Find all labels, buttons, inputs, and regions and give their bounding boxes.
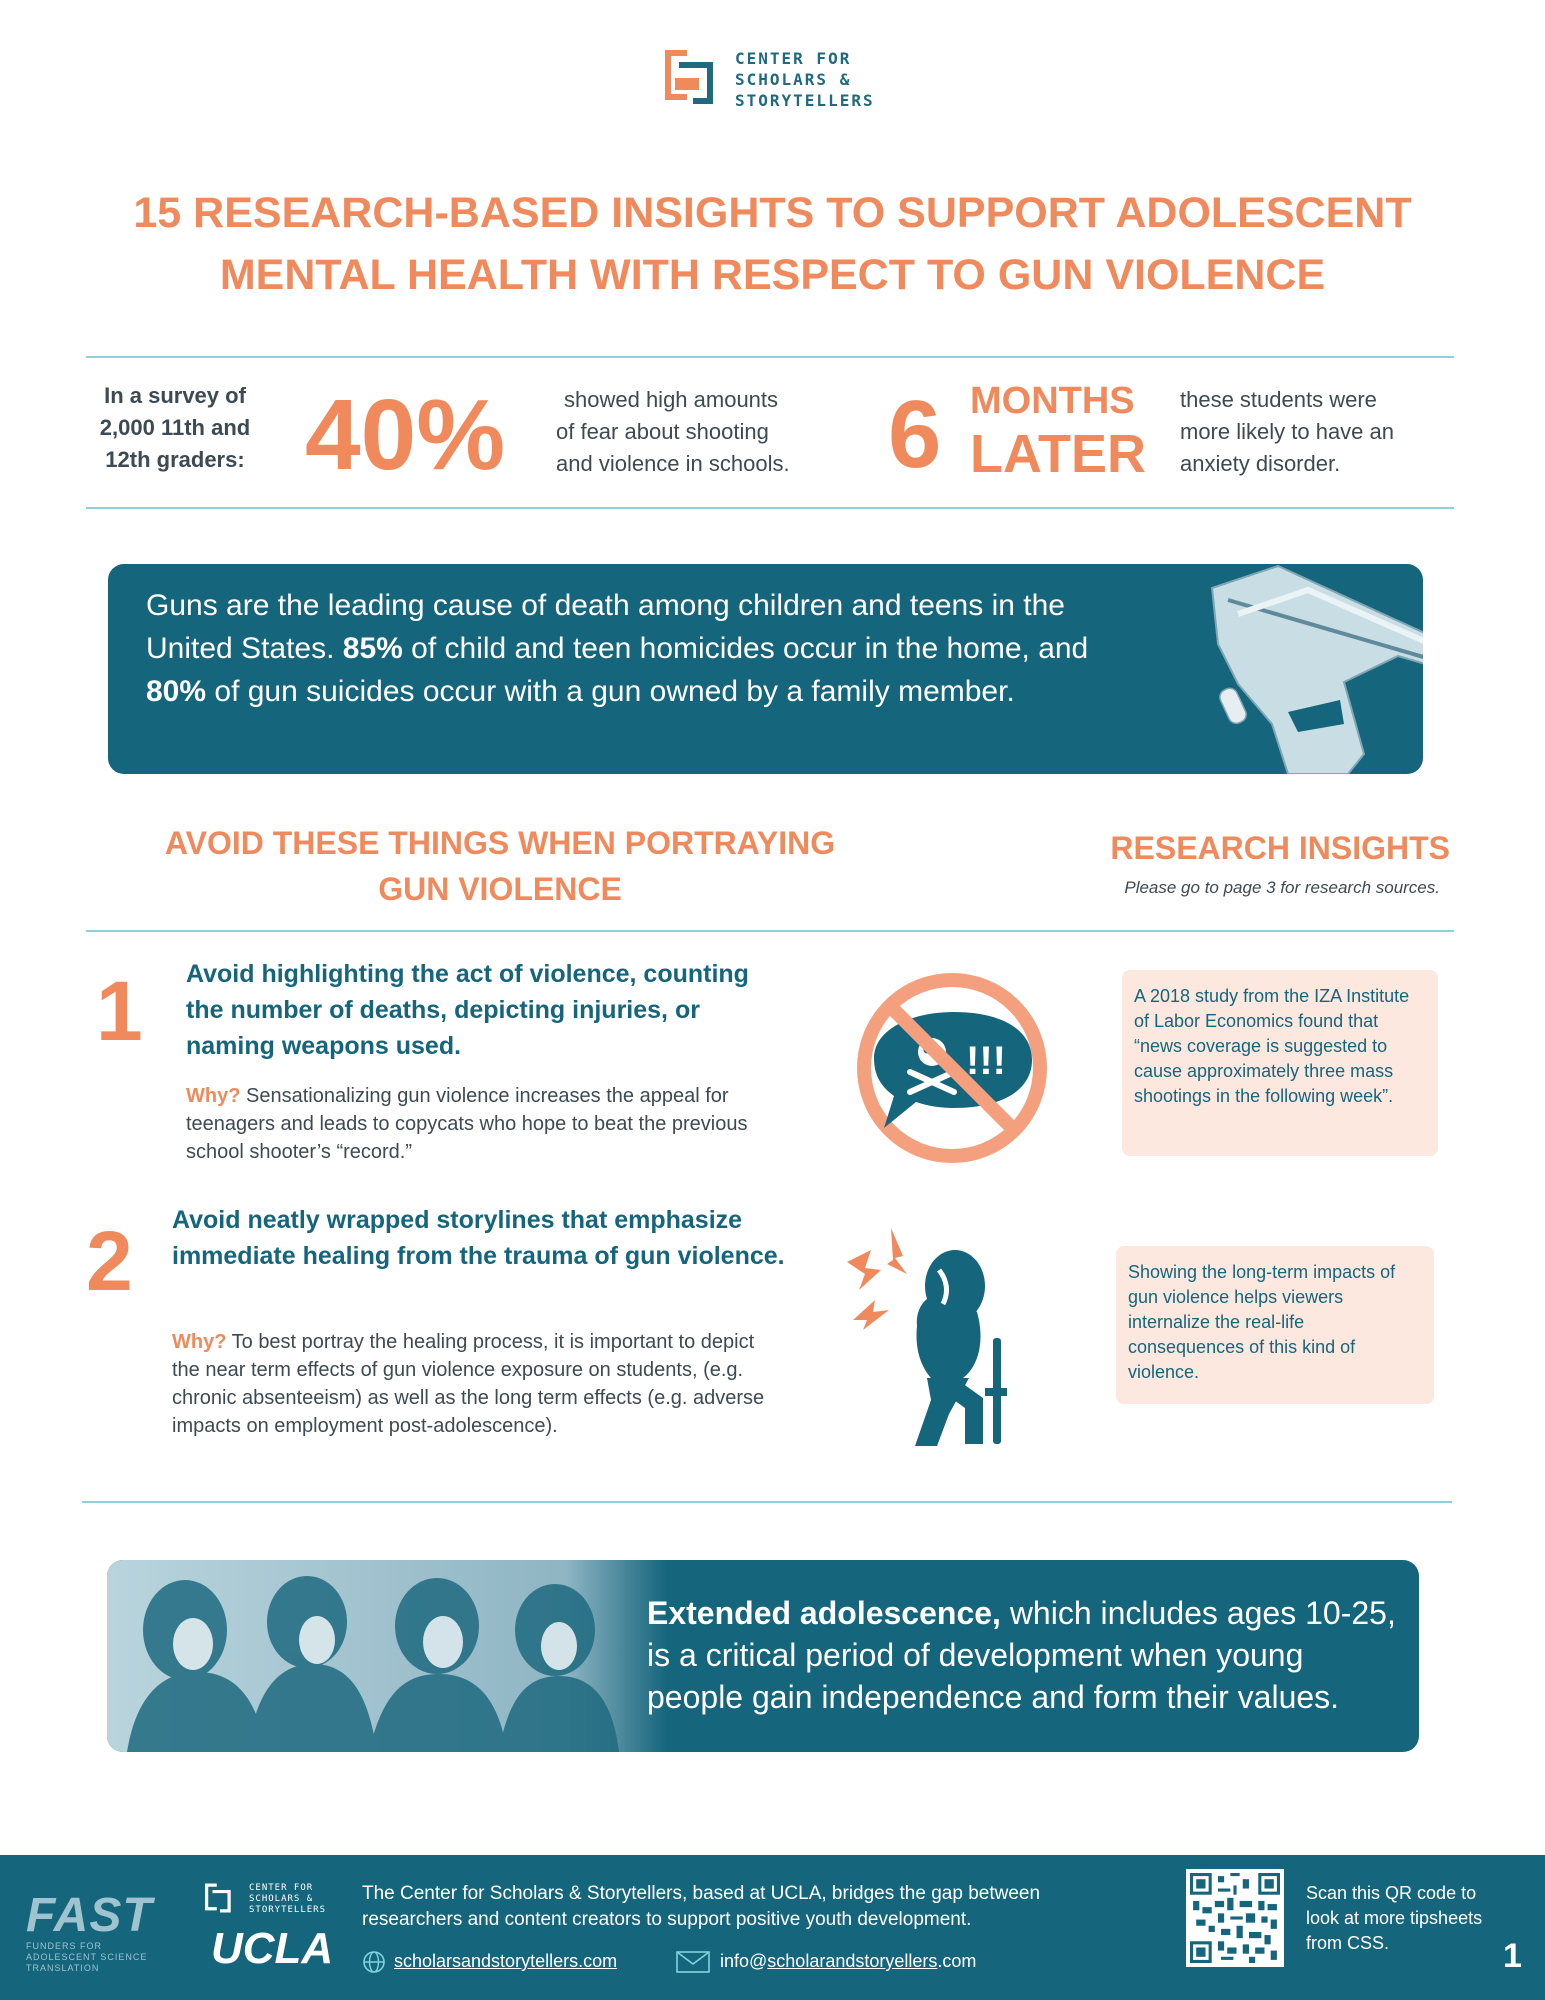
- divider: [82, 1501, 1452, 1503]
- survey-intro: In a survey of 2,000 11th and 12th graders:: [99, 383, 251, 472]
- item-title: Avoid highlighting the act of violence, counting the number of deaths, depicting injuries, or naming weapons used.: [186, 960, 749, 1060]
- qr-code[interactable]: [1186, 1869, 1284, 1967]
- extended-adolescence-text: Extended adolescence, which includes ages 10-25, is a critical period of development when young people gain independence and form their values.: [647, 1595, 1396, 1715]
- handgun-icon: [1168, 564, 1423, 774]
- research-insights-heading: RESEARCH INSIGHTS: [1110, 830, 1450, 866]
- ucla-logo: UCLA: [211, 1924, 334, 1973]
- extended-adolescence-banner: [107, 1560, 1419, 1752]
- gun-facts-text: Guns are the leading cause of death among children and teens in the United States. 85% of child and teen homicides occur in the home, and 80% of gun suicides occur with a gun owned by a family member.: [146, 589, 1089, 708]
- divider: [86, 356, 1454, 358]
- item-title: Avoid neatly wrapped storylines that emphasize immediate healing from the trauma of gun violence.: [172, 1206, 785, 1270]
- research-sources-note: Please go to page 3 for research sources.: [1124, 878, 1440, 897]
- distressed-person-icon: [845, 1228, 1025, 1448]
- qr-instructions: Scan this QR code to look at more tipsheets from CSS.: [1306, 1883, 1483, 1953]
- avoid-heading: AVOID THESE THINGS WHEN PORTRAYING GUN VIOLENCE: [164, 825, 836, 907]
- item-why: Why? Sensationalizing gun violence increases the appeal for teenagers and leads to copycats who hope to beat the previous school shooter’s “record.”: [186, 1085, 748, 1163]
- css-logo-mark-icon: [665, 50, 721, 104]
- page-title: 15 RESEARCH-BASED INSIGHTS TO SUPPORT ADOLESCENT MENTAL HEALTH WITH RESPECT TO GUN VIOLENCE: [133, 189, 1412, 299]
- css-logo-mark-icon: [205, 1883, 235, 1913]
- logo-wordmark: CENTER FOR SCHOLARS & STORYTELLERS: [735, 49, 875, 110]
- stat-months-description: these students were more likely to have an anxiety disorder.: [1180, 387, 1394, 476]
- gun-facts-banner: [108, 564, 1423, 774]
- footer: FAST FUNDERS FOR ADOLESCENT SCIENCE TRANSLATION CENTER FOR SCHOLARS & STORYTELLERS UCLA The Center for Scholars & Storytellers, based at UCLA, bridges the gap between researchers and content creators to support positive youth development. scholarsandstorytellers.com info@scholarandstoryellers.com Scan this QR code to look at more tipsheets from CSS. 1: [0, 1855, 1545, 2000]
- globe-icon: [362, 1950, 386, 1974]
- no-violence-news-icon: [852, 968, 1052, 1168]
- divider: [86, 930, 1454, 932]
- research-insight-card: A 2018 study from the IZA Institute of Labor Economics found that “news coverage is suggested to cause approximately three mass shootings in the following week”.: [1122, 970, 1438, 1156]
- css-logo: [665, 46, 905, 116]
- divider: [86, 507, 1454, 509]
- page-number: 1: [1503, 1937, 1522, 1975]
- envelope-icon: [676, 1950, 710, 1974]
- item-number: 2: [86, 1214, 133, 1308]
- website-link[interactable]: scholarsandstorytellers.com: [362, 1949, 617, 1974]
- fast-logo: FAST FUNDERS FOR ADOLESCENT SCIENCE TRANSLATION: [26, 1889, 153, 1973]
- stat-months-number: 6: [888, 381, 942, 488]
- teenagers-photo: [107, 1560, 667, 1752]
- research-insight-card: Showing the long-term impacts of gun violence helps viewers internalize the real-life consequences of this kind of violence.: [1116, 1246, 1434, 1404]
- item-number: 1: [96, 964, 143, 1058]
- stat-percent-description: showed high amounts of fear about shooting and violence in schools.: [556, 387, 790, 476]
- stat-percent: 40%: [305, 379, 506, 491]
- exclamation-text: !!!: [966, 1039, 1006, 1083]
- email-link[interactable]: info@scholarandstoryellers.com: [676, 1949, 976, 1974]
- footer-about: The Center for Scholars & Storytellers, based at UCLA, bridges the gap between researchers and content creators to support positive youth development.: [362, 1883, 1041, 1930]
- item-why: Why? To best portray the healing process, it is important to depict the near term effects of gun violence exposure on students, (e.g. chronic absenteeism) as well as the long term effects (e.g. adverse impacts on employment post-adolescence).: [172, 1331, 765, 1437]
- stat-months-label: MONTHS LATER: [970, 380, 1146, 484]
